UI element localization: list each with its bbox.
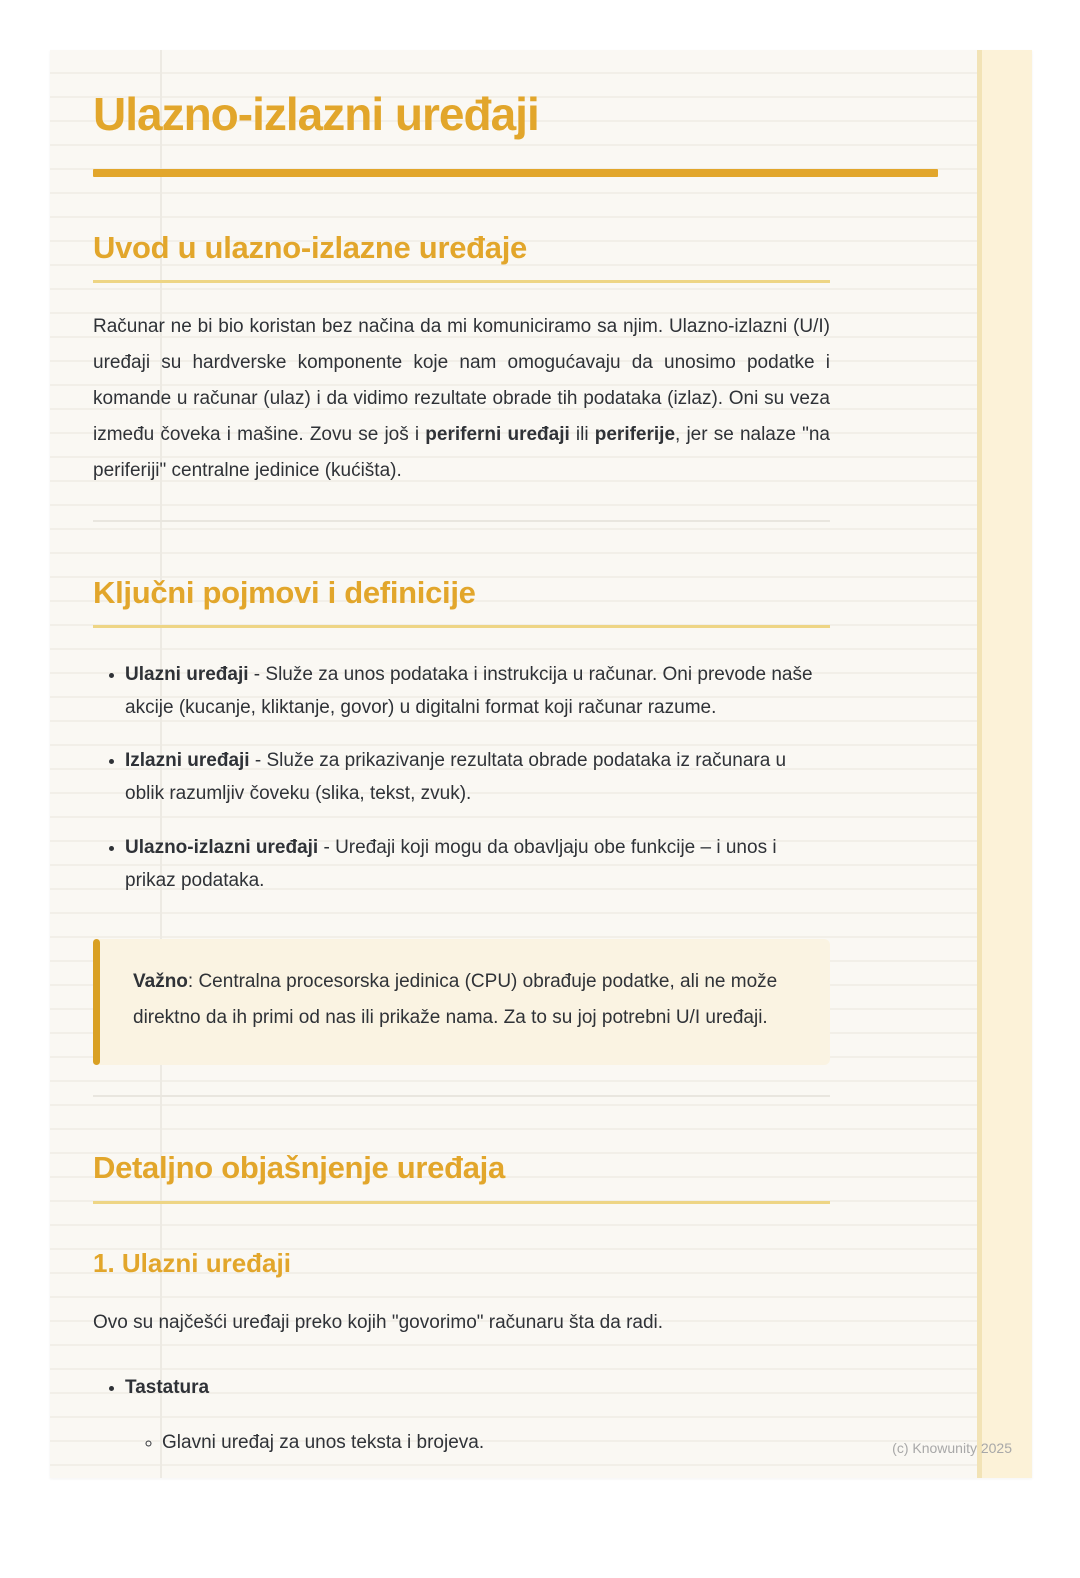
document-page <box>50 50 1032 1478</box>
page-right-stripe <box>977 50 1032 1478</box>
list-item <box>125 1371 830 1459</box>
list-item <box>125 658 830 725</box>
heading-underline-detail <box>93 1201 830 1204</box>
term-definition: - Uređaji koji mogu da obavljaju obe funkcije – i unos i prikaz podataka. <box>125 836 777 891</box>
section-heading-intro: Uvod u ulazno-izlazne uređaje <box>93 229 527 265</box>
copyright-note: (c) Knowunity 2025 <box>892 1440 1012 1456</box>
list-item: ◦ Glavni uređaj za unos teksta i brojeva. <box>162 1428 830 1458</box>
text-run: Računar ne bi bio koristan bez načina da mi komuniciramo sa njim. Ulazno-izlazni (U/I) uređaji su hardverske komponente koje nam omogućavaju da unosimo podatke i komande u računar (ulaz) i da vidimo rezultate obrade tih podataka (izlaz). Oni su veza između čoveka i mašine. Zovu se još i <box>93 316 830 446</box>
detail-paragraph: Ovo su najčešći uređaji preko kojih "govorimo" računaru šta da radi. <box>93 1311 664 1333</box>
heading-underline-terms <box>93 625 830 628</box>
section-divider <box>93 520 830 522</box>
callout-text <box>133 964 794 1036</box>
subsection-heading-input-devices: 1. Ulazni uređaji <box>93 1247 291 1278</box>
section-key-terms <box>93 574 830 1066</box>
term-label: Ulazni uređaji <box>125 663 249 685</box>
section-heading-detail: Detaljno objašnjenje uređaja <box>93 1150 505 1186</box>
text-run: , jer se nalaze "na periferiji" centralne jedinice (kućišta). <box>93 424 830 482</box>
page-content <box>93 50 830 1459</box>
callout-label: Važno <box>133 971 188 993</box>
term-label: Ulazno-izlazni uređaji <box>125 836 319 858</box>
section-detail <box>93 1149 830 1458</box>
text-run-bold: periferni uređaji <box>425 424 570 446</box>
section-heading-terms: Ključni pojmovi i definicije <box>93 574 476 610</box>
intro-paragraph <box>93 309 830 489</box>
term-definition: - Služe za prikazivanje rezultata obrade podataka iz računara u oblik razumljiv čoveku (slika, tekst, zvuk). <box>125 750 787 805</box>
device-name: Tastatura <box>125 1376 210 1398</box>
section-intro <box>93 229 830 490</box>
term-definition: - Služe za unos podataka i instrukcija u računar. Oni prevode naše akcije (kucanje, kliktanje, govor) u digitalni format koji računar razume. <box>125 663 813 718</box>
page-title: Ulazno-izlazni uređaji <box>93 88 539 140</box>
list-item <box>125 831 830 898</box>
section-divider <box>93 1095 830 1097</box>
term-label: Izlazni uređaji <box>125 750 250 772</box>
list-item <box>125 744 830 811</box>
key-terms-list <box>93 658 830 898</box>
text-run-bold: periferije <box>594 424 676 446</box>
important-callout <box>93 939 830 1065</box>
text-run: ili <box>569 424 595 446</box>
device-detail-list <box>125 1428 830 1458</box>
title-underline <box>93 169 938 177</box>
device-list <box>93 1371 830 1459</box>
heading-underline-intro <box>93 280 830 283</box>
text-run: : Centralna procesorska jedinica (CPU) obrađuje podatke, ali ne može direktno da ih primi od nas ili prikaže nama. Za to su joj potrebni U/I uređaji. <box>133 971 778 1029</box>
